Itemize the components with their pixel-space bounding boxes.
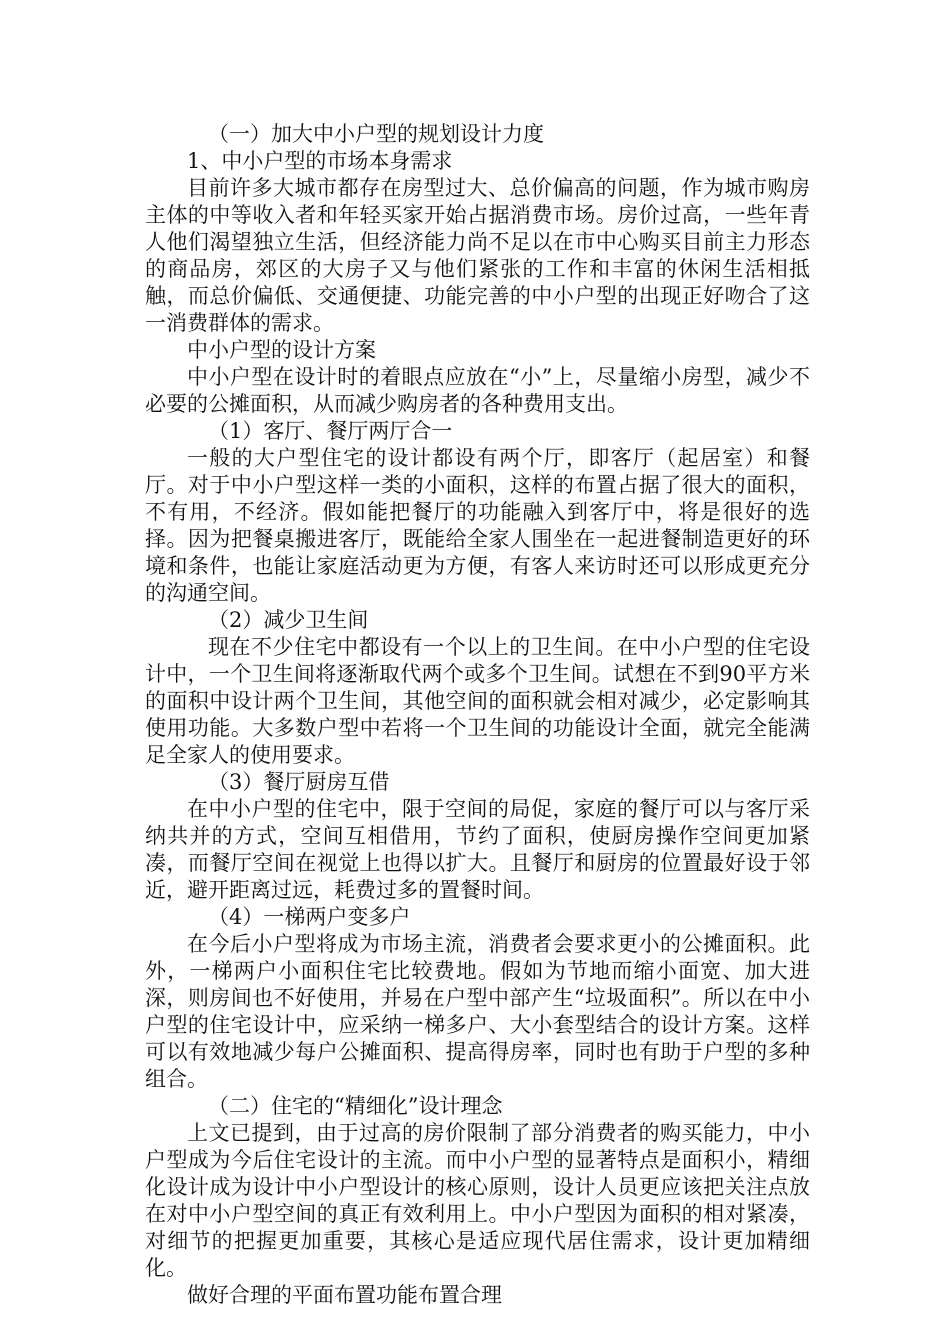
paragraph-bathroom: 现在不少住宅中都设有一个以上的卫生间。在中小户型的住宅设计中，一个卫生间将逐渐取代两个或多个卫生间。试想在不到90平方米的面积中设计两个卫生间，其他空间的面积就会相对减少，必定影响其使用功能。大多数户型中若将一个卫生间的功能设计全面，就完全能满足全家人的使用要求。: [145, 635, 810, 767]
paragraph-layout: 做好合理的平面布置功能布置合理: [187, 1283, 502, 1307]
item-heading-units: （4）一梯两户变多户: [208, 905, 411, 929]
subsection-heading-market: 1、中小户型的市场本身需求: [187, 149, 453, 173]
section-heading-2: （二）住宅的“精细化”设计理念: [208, 1094, 503, 1118]
subsection-heading-design: 中小户型的设计方案: [187, 338, 376, 362]
paragraph-living-dining: 一般的大户型住宅的设计都设有两个厅，即客厅（起居室）和餐厅。对于中小户型这样一类的小面积，这样的布置占据了很大的面积，不有用，不经济。假如能把餐厅的功能融入到客厅中，将是很好的选择。因为把餐桌搬进客厅，既能给全家人围坐在一起进餐制造更好的环境和条件，也能让家庭活动更为方便，有客人来访时还可以形成更充分的沟通空间。: [145, 446, 810, 605]
item-heading-kitchen: （3）餐厅厨房互借: [208, 770, 390, 794]
item-heading-bathroom: （2）减少卫生间: [208, 608, 369, 632]
section-heading-1: （一）加大中小户型的规划设计力度: [208, 122, 544, 146]
paragraph-kitchen: 在中小户型的住宅中，限于空间的局促，家庭的餐厅可以与客厅采纳共并的方式，空间互相借用，节约了面积，使厨房操作空间更加紧凑，而餐厅空间在视觉上也得以扩大。且餐厅和厨房的位置最好设于邻近，避开距离过远，耗费过多的置餐时间。: [145, 797, 810, 902]
item-heading-living-dining: （1）客厅、餐厅两厅合一: [208, 419, 453, 443]
paragraph-market-demand: 目前许多大城市都存在房型过大、总价偏高的问题，作为城市购房主体的中等收入者和年轻买家开始占据消费市场。房价过高，一些年青人他们渴望独立生活，但经济能力尚不足以在市中心购买目前主力形态的商品房，郊区的大房子又与他们紧张的工作和丰富的休闲生活相抵触，而总价偏低、交通便捷、功能完善的中小户型的出现正好吻合了这一消费群体的需求。: [145, 176, 810, 335]
paragraph-design-focus: 中小户型在设计时的着眼点应放在“小”上，尽量缩小房型，减少不必要的公摊面积，从而减少购房者的各种费用支出。: [145, 365, 810, 416]
document-body: [145, 121, 810, 1309]
paragraph-refined-design: 上文已提到，由于过高的房价限制了部分消费者的购买能力，中小户型成为今后住宅设计的主流。而中小户型的显著特点是面积小，精细化设计成为设计中小户型设计的核心原则，设计人员更应该把关注点放在对中小户型空间的真正有效利用上。中小户型因为面积的相对紧凑，对细节的把握更加重要，其核心是适应现代居住需求，设计更加精细化。: [145, 1121, 810, 1280]
paragraph-units: 在今后小户型将成为市场主流，消费者会要求更小的公摊面积。此外，一梯两户小面积住宅比较费地。假如为节地而缩小面宽、加大进深，则房间也不好使用，并易在户型中部产生“垃圾面积”。所以在中小户型的住宅设计中，应采纳一梯多户、大小套型结合的设计方案。这样可以有效地减少每户公摊面积、提高得房率，同时也有助于户型的多种组合。: [145, 932, 810, 1091]
